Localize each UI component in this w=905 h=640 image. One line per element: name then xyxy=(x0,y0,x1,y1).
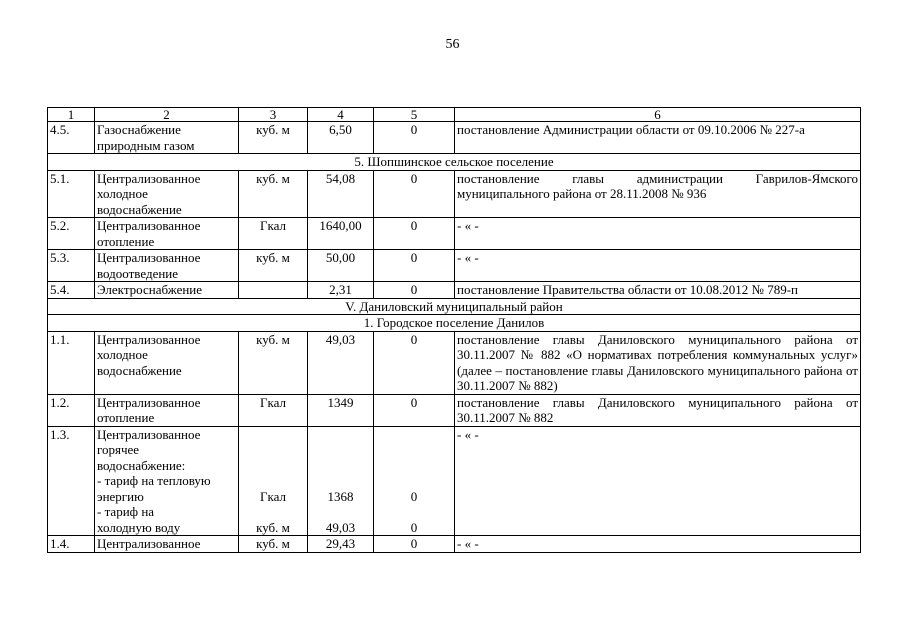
unit: куб. м xyxy=(239,331,308,394)
table-row xyxy=(48,250,861,282)
service-name-line: - тариф на xyxy=(97,504,155,519)
item-number: 1.3. xyxy=(48,426,95,536)
norm-value-line xyxy=(310,458,371,474)
service-name-line: водоотведение xyxy=(97,265,179,281)
section-title: 1. Городское поселение Данилов xyxy=(48,315,861,332)
table-row xyxy=(48,394,861,426)
service-name xyxy=(95,122,239,154)
norm-value-line xyxy=(310,504,371,520)
norm-value: 1640,00 xyxy=(308,218,374,250)
column-5-value: 0 xyxy=(374,536,455,553)
norms-table xyxy=(47,107,861,553)
norm-value-line: 49,03 xyxy=(325,519,356,535)
item-number: 1.4. xyxy=(48,536,95,553)
service-name-line: холодное xyxy=(97,347,148,362)
ditto-mark: - « - xyxy=(457,250,479,265)
service-name-line: энергию xyxy=(97,488,144,504)
ditto-mark: - « - xyxy=(457,218,479,233)
section-title: V. Даниловский муниципальный район xyxy=(48,298,861,315)
service-name-line: Централизованное xyxy=(97,536,201,551)
service-name-line: природным газом xyxy=(97,137,195,153)
unit-line xyxy=(241,427,305,443)
service-name xyxy=(95,394,239,426)
service-name-line: водоснабжение: xyxy=(97,457,186,473)
table-row xyxy=(48,122,861,154)
norm-value-line xyxy=(310,442,371,458)
unit: куб. м xyxy=(239,536,308,553)
service-name xyxy=(95,426,239,536)
legal-document: постановление Администрации области от 09.10.2006 № 227-а xyxy=(455,122,861,154)
service-name-line: отопление xyxy=(97,233,155,249)
section-row xyxy=(48,298,861,315)
table-body xyxy=(48,108,861,553)
legal-document: постановление главы Даниловского муниципального района от 30.11.2007 № 882 «О нормативах потребления коммунальных услуг» (далее – постановление главы Даниловского муниципального района от 30.11.2007 № 882) xyxy=(455,331,861,394)
page-number: 56 xyxy=(445,37,460,52)
item-number: 5.4. xyxy=(48,282,95,299)
column-5-line: 0 xyxy=(410,519,418,535)
column-5-line xyxy=(376,473,452,489)
table-row xyxy=(48,282,861,299)
column-5-value: 0 xyxy=(374,250,455,282)
norm-value: 1349 xyxy=(308,394,374,426)
unit: куб. м xyxy=(239,122,308,154)
service-name-line: водоснабжение xyxy=(97,362,182,378)
table-row xyxy=(48,331,861,394)
service-name-line: горячее xyxy=(97,442,140,457)
service-name-line: Централизованное xyxy=(97,250,201,265)
column-5-line xyxy=(376,504,452,520)
norm-value: 6,50 xyxy=(308,122,374,154)
table-row xyxy=(48,426,861,536)
header-cell: 3 xyxy=(239,108,308,122)
unit-line: куб. м xyxy=(256,519,290,535)
table-row xyxy=(48,218,861,250)
column-5-value: 0 xyxy=(374,170,455,218)
unit: куб. м xyxy=(239,250,308,282)
unit-line xyxy=(241,442,305,458)
section-row xyxy=(48,154,861,171)
item-number: 5.2. xyxy=(48,218,95,250)
norm-value xyxy=(308,426,374,536)
service-name xyxy=(95,536,239,553)
column-5-value: 0 xyxy=(374,282,455,299)
norm-value: 50,00 xyxy=(308,250,374,282)
unit-line xyxy=(241,504,305,520)
legal-document xyxy=(455,218,861,250)
unit-line xyxy=(241,473,305,489)
column-5-line xyxy=(376,442,452,458)
header-cell: 1 xyxy=(48,108,95,122)
unit: Гкал xyxy=(239,218,308,250)
header-cell: 5 xyxy=(374,108,455,122)
ditto-mark: - « - xyxy=(457,536,479,551)
service-name xyxy=(95,218,239,250)
item-number: 1.1. xyxy=(48,331,95,394)
item-number: 4.5. xyxy=(48,122,95,154)
legal-document xyxy=(455,250,861,282)
column-5-line xyxy=(376,458,452,474)
column-5-value: 0 xyxy=(374,394,455,426)
section-row xyxy=(48,315,861,332)
service-name-line: Централизованное xyxy=(97,394,201,410)
item-number: 1.2. xyxy=(48,394,95,426)
column-5-value: 0 xyxy=(374,331,455,394)
norm-value-line xyxy=(310,473,371,489)
service-name-line: холодное xyxy=(97,186,148,201)
unit xyxy=(239,426,308,536)
service-name xyxy=(95,170,239,218)
column-5-value: 0 xyxy=(374,218,455,250)
section-title: 5. Шопшинское сельское поселение xyxy=(48,154,861,171)
legal-document: постановление главы Даниловского муниципального района от 30.11.2007 № 882 xyxy=(455,394,861,426)
service-name-line: - тариф на тепловую xyxy=(97,473,211,488)
header-cell: 4 xyxy=(308,108,374,122)
norm-value: 2,31 xyxy=(308,282,374,299)
header-cell: 2 xyxy=(95,108,239,122)
service-name-line: водоснабжение xyxy=(97,201,182,217)
service-name xyxy=(95,282,239,299)
unit: Гкал xyxy=(239,394,308,426)
norm-value: 54,08 xyxy=(308,170,374,218)
legal-document xyxy=(455,426,861,536)
unit xyxy=(239,282,308,299)
column-5-value xyxy=(374,426,455,536)
legal-document: постановление главы администрации Гаврилов-Ямского муниципального района от 28.11.2008 № 936 xyxy=(455,170,861,218)
item-number: 5.3. xyxy=(48,250,95,282)
column-5-line xyxy=(376,427,452,443)
service-name-line: Газоснабжение xyxy=(97,122,181,137)
table-row xyxy=(48,170,861,218)
column-5-value: 0 xyxy=(374,122,455,154)
norm-value-line xyxy=(310,427,371,443)
service-name-line: отопление xyxy=(97,410,155,425)
unit: куб. м xyxy=(239,170,308,218)
service-name-line: холодную воду xyxy=(97,519,181,535)
unit-line xyxy=(241,458,305,474)
norm-value-line: 1368 xyxy=(327,488,354,504)
norm-value: 49,03 xyxy=(308,331,374,394)
service-name-line: Централизованное xyxy=(97,426,201,442)
item-number: 5.1. xyxy=(48,170,95,218)
service-name-line: Централизованное xyxy=(97,170,201,186)
column-5-line: 0 xyxy=(410,488,418,504)
header-row xyxy=(48,108,861,122)
legal-document xyxy=(455,536,861,553)
legal-document: постановление Правительства области от 10.08.2012 № 789-п xyxy=(455,282,861,299)
table-row xyxy=(48,536,861,553)
ditto-mark: - « - xyxy=(457,426,479,442)
service-name-line: Централизованное xyxy=(97,218,201,233)
service-name xyxy=(95,331,239,394)
norm-value: 29,43 xyxy=(308,536,374,553)
service-name xyxy=(95,250,239,282)
header-cell: 6 xyxy=(455,108,861,122)
service-name-line: Электроснабжение xyxy=(97,282,203,297)
service-name-line: Централизованное xyxy=(97,331,201,347)
unit-line: Гкал xyxy=(259,488,286,504)
